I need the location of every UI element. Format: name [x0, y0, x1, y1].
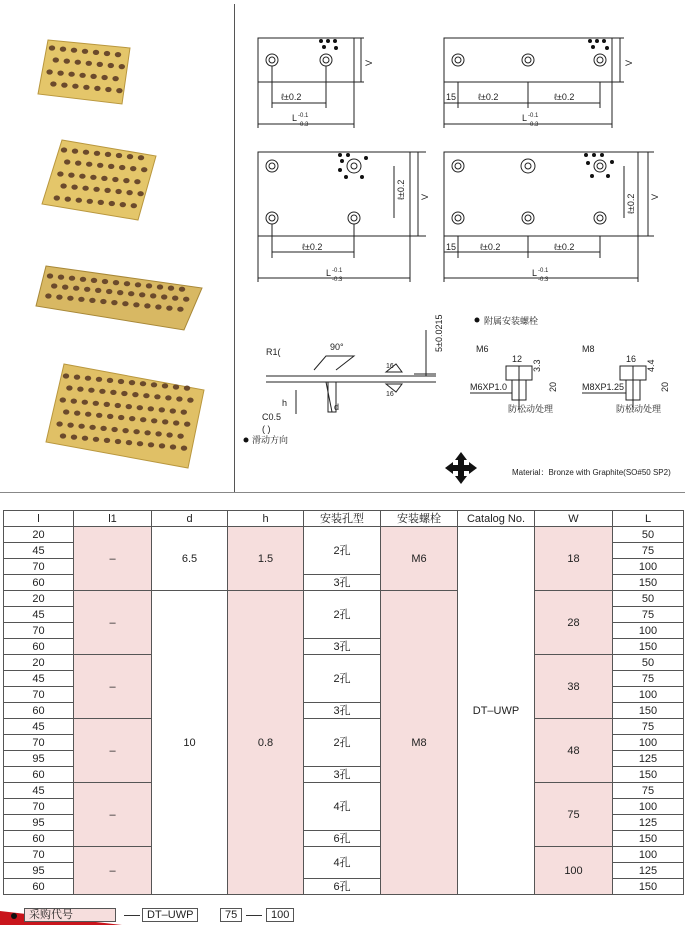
col-w: W — [535, 511, 613, 527]
graphite-plug — [61, 83, 67, 88]
graphite-plug — [69, 276, 75, 281]
graphite-plug — [110, 390, 116, 395]
graphite-plug — [107, 414, 113, 419]
table-row: 60 3孔 150 — [4, 767, 684, 783]
graphite-plug — [63, 409, 69, 414]
graphite-plug — [101, 176, 107, 181]
col-bolt: 安装螺栓 — [381, 511, 458, 527]
graphite-plug — [82, 49, 88, 54]
order-code-bar — [0, 905, 685, 925]
graphite-plug — [90, 74, 96, 79]
svg-text:15: 15 — [446, 242, 457, 252]
svg-text:15: 15 — [446, 92, 457, 102]
table-row: 60 3孔 150 — [4, 639, 684, 655]
graphite-plug — [122, 301, 128, 306]
product-photo-2 — [38, 134, 163, 224]
order-code-l: 100 — [266, 908, 294, 922]
product-photo-4 — [38, 360, 208, 470]
graphite-plug — [138, 155, 144, 160]
graphite-plug — [71, 185, 77, 190]
graphite-plug — [137, 191, 143, 196]
graphite-plug — [64, 59, 70, 64]
graphite-plug — [187, 398, 193, 403]
graphite-plug — [108, 164, 114, 169]
graphite-plug — [57, 171, 63, 176]
graphite-plug — [146, 283, 152, 288]
graphite-plug — [177, 307, 183, 312]
graphite-plug — [75, 161, 81, 166]
graphite-plug — [113, 280, 119, 285]
graphite-plug — [67, 423, 73, 428]
svg-text:3.3: 3.3 — [532, 359, 542, 372]
graphite-plug — [83, 85, 89, 90]
graphite-plug — [60, 183, 66, 188]
detail-angle: 90° — [330, 342, 344, 352]
graphite-plug — [133, 302, 139, 307]
table-row: 45 75 — [4, 607, 684, 623]
graphite-plug — [82, 186, 88, 191]
graphite-plug — [184, 386, 190, 391]
graphite-plug — [100, 299, 106, 304]
graphite-plug — [173, 420, 179, 425]
graphite-plug — [72, 84, 78, 89]
graphite-plug — [78, 424, 84, 429]
graphite-plug — [90, 175, 96, 180]
svg-text:20: 20 — [548, 381, 558, 392]
graphite-plug — [148, 406, 154, 411]
graphite-plug — [112, 76, 118, 81]
graphite-plug — [104, 51, 110, 56]
graphite-plug — [181, 410, 187, 415]
graphite-plug — [74, 411, 80, 416]
graphite-plug — [104, 188, 110, 193]
screw-m6: M6 — [476, 344, 489, 354]
table-row: 70 100 — [4, 735, 684, 751]
graphite-plug — [56, 295, 62, 300]
detail-d: d — [334, 402, 340, 412]
graphite-plug — [155, 431, 161, 436]
detail-5: 5±0.0215 — [434, 314, 444, 352]
slide-direction: 滑动方向 — [252, 435, 289, 445]
svg-text:-0.3: -0.3 — [332, 277, 343, 283]
graphite-plug — [143, 393, 149, 398]
svg-text:V: V — [420, 193, 430, 200]
graphite-plug — [137, 405, 143, 410]
technical-drawing — [236, 0, 685, 492]
col-catalog: Catalog No. — [458, 511, 535, 527]
spec-table — [3, 510, 684, 895]
graphite-plug — [99, 389, 105, 394]
graphite-plug — [129, 416, 135, 421]
graphite-plug — [161, 294, 167, 299]
graphite-plug — [58, 275, 64, 280]
svg-text:-0.3: -0.3 — [538, 277, 549, 283]
graphite-plug — [85, 412, 91, 417]
table-row: 45 75 — [4, 543, 684, 559]
graphite-plug — [71, 399, 77, 404]
graphite-plug — [119, 64, 125, 69]
graphite-plug — [68, 72, 74, 77]
graphite-plug — [78, 297, 84, 302]
table-row: 70 100 — [4, 799, 684, 815]
graphite-plug — [162, 383, 168, 388]
graphite-plug — [57, 71, 63, 76]
graphite-plug — [104, 402, 110, 407]
screw-m6-label: M6XP1.0 — [470, 382, 508, 392]
graphite-plug — [126, 440, 132, 445]
col-l: l — [4, 511, 74, 527]
svg-text:防松动处理: 防松动处理 — [616, 404, 662, 414]
graphite-plug — [64, 159, 70, 164]
table-row: 45 – 2孔 48 75 — [4, 719, 684, 735]
graphite-plug — [95, 288, 101, 293]
graphite-plug — [63, 373, 69, 378]
product-photo-1 — [30, 34, 140, 109]
graphite-plug — [159, 407, 165, 412]
graphite-plug — [106, 289, 112, 294]
table-row: 20 – 6.5 1.5 2孔 M6 DT–UWP 18 50 — [4, 527, 684, 543]
graphite-plug — [173, 384, 179, 389]
svg-text:16: 16 — [386, 363, 394, 370]
graphite-plug — [61, 147, 67, 152]
graphite-plug — [51, 283, 57, 288]
graphite-plug — [118, 379, 124, 384]
graphite-plug — [87, 199, 93, 204]
graphite-plug — [128, 291, 134, 296]
table-row: 60 3孔 150 — [4, 575, 684, 591]
graphite-plug — [76, 198, 82, 203]
graphite-plug — [60, 397, 66, 402]
graphite-plug — [50, 81, 56, 86]
graphite-plug — [49, 45, 55, 50]
table-row: 60 6孔 150 — [4, 879, 684, 895]
graphite-plug — [98, 200, 104, 205]
graphite-plug — [179, 287, 185, 292]
graphite-plug — [127, 154, 133, 159]
graphite-plug — [88, 388, 94, 393]
table-row: 70 – 4孔 100 100 — [4, 847, 684, 863]
graphite-plug — [122, 428, 128, 433]
graphite-plug — [181, 446, 187, 451]
svg-text:ℓ±0.2: ℓ±0.2 — [626, 193, 636, 214]
graphite-plug — [96, 413, 102, 418]
svg-text:16: 16 — [386, 391, 394, 398]
col-h: h — [228, 511, 304, 527]
table-row: 70 100 — [4, 623, 684, 639]
graphite-plug — [93, 187, 99, 192]
graphite-plug — [94, 86, 100, 91]
drawing1-L-label: L — [292, 113, 298, 123]
graphite-plug — [184, 422, 190, 427]
detail-h: h — [282, 398, 288, 408]
graphite-plug — [105, 87, 111, 92]
graphite-plug — [74, 375, 80, 380]
graphite-plug — [117, 290, 123, 295]
graphite-plug — [132, 392, 138, 397]
graphite-plug — [115, 52, 121, 57]
svg-text:-0.1: -0.1 — [528, 113, 539, 119]
svg-text:V: V — [650, 193, 660, 200]
graphite-plug — [97, 62, 103, 67]
graphite-plug — [62, 285, 68, 290]
graphite-plug — [107, 378, 113, 383]
graphite-plug — [115, 439, 121, 444]
svg-text:-0.1: -0.1 — [332, 268, 343, 274]
graphite-plug — [177, 434, 183, 439]
svg-text:ℓ±0.2: ℓ±0.2 — [478, 92, 499, 102]
graphite-plug — [79, 174, 85, 179]
graphite-plug — [115, 189, 121, 194]
col-L: L — [613, 511, 684, 527]
graphite-plug — [83, 150, 89, 155]
svg-text:ℓ±0.2: ℓ±0.2 — [554, 242, 575, 252]
col-hole-type: 安装孔型 — [304, 511, 381, 527]
graphite-plug — [60, 47, 66, 52]
graphite-plug — [159, 443, 165, 448]
order-code-catalog: DT–UWP — [142, 908, 198, 922]
graphite-plug — [120, 202, 126, 207]
graphite-plug — [112, 177, 118, 182]
order-code-w: 75 — [220, 908, 242, 922]
graphite-plug — [166, 306, 172, 311]
graphite-plug — [111, 427, 117, 432]
graphite-plug — [135, 282, 141, 287]
graphite-plug — [134, 179, 140, 184]
graphite-plug — [116, 88, 122, 93]
graphite-plug — [47, 273, 53, 278]
graphite-plug — [109, 201, 115, 206]
graphite-plug — [86, 162, 92, 167]
svg-text:4.4: 4.4 — [646, 359, 656, 372]
graphite-plug — [141, 167, 147, 172]
graphite-plug — [170, 408, 176, 413]
graphite-plug — [126, 190, 132, 195]
graphite-plug — [183, 297, 189, 302]
drawing1-v-label: V — [364, 59, 374, 66]
graphite-plug — [56, 421, 62, 426]
graphite-plug — [118, 415, 124, 420]
drawing1-l-label: ℓ±0.2 — [281, 92, 302, 102]
graphite-plug — [115, 403, 121, 408]
graphite-plug — [104, 438, 110, 443]
table-row: 45 – 4孔 75 75 — [4, 783, 684, 799]
graphite-plug — [85, 376, 91, 381]
svg-text:-0.1: -0.1 — [298, 113, 309, 119]
col-l1: l1 — [74, 511, 152, 527]
graphite-plug — [89, 425, 95, 430]
detail-r: R1( — [266, 347, 281, 357]
graphite-plug — [84, 287, 90, 292]
graphite-plug — [105, 152, 111, 157]
graphite-plug — [151, 382, 157, 387]
divider-line — [234, 4, 235, 492]
table-row: 60 6孔 150 — [4, 831, 684, 847]
graphite-plug — [119, 165, 125, 170]
graphite-plug — [86, 61, 92, 66]
graphite-plug — [144, 303, 150, 308]
graphite-plug — [68, 173, 74, 178]
graphite-plug — [154, 394, 160, 399]
graphite-plug — [79, 73, 85, 78]
graphite-plug — [123, 178, 129, 183]
graphite-plug — [102, 279, 108, 284]
table-row: 60 3孔 150 — [4, 703, 684, 719]
graphite-plug — [144, 430, 150, 435]
order-code-label: 采购代号 — [24, 908, 116, 922]
graphite-plug — [126, 404, 132, 409]
svg-text:L: L — [522, 113, 528, 123]
graphite-plug — [124, 281, 130, 286]
screw-m8-label: M8XP1.25 — [582, 382, 625, 392]
svg-text:V: V — [624, 59, 634, 66]
table-row: 20 – 10 0.8 2孔 M8 28 50 — [4, 591, 684, 607]
graphite-plug — [121, 391, 127, 396]
section-divider — [0, 492, 685, 493]
graphite-plug — [66, 385, 72, 390]
table-header-row — [4, 511, 684, 527]
graphite-plug — [82, 436, 88, 441]
graphite-plug — [45, 293, 51, 298]
graphite-plug — [89, 298, 95, 303]
graphite-plug — [129, 380, 135, 385]
graphite-plug — [46, 69, 52, 74]
svg-text:ℓ±0.2: ℓ±0.2 — [302, 242, 323, 252]
svg-text:ℓ±0.2: ℓ±0.2 — [396, 179, 406, 200]
graphite-plug — [77, 387, 83, 392]
svg-text:L: L — [326, 268, 332, 278]
material-note: Material：Bronze with Graphite(SO#50 SP2) — [512, 468, 671, 477]
graphite-plug — [101, 75, 107, 80]
graphite-plug — [93, 50, 99, 55]
screw-title: 附属安装螺栓 — [484, 316, 539, 326]
table-row: 45 75 — [4, 671, 684, 687]
svg-text:12: 12 — [512, 354, 523, 364]
graphite-plug — [148, 442, 154, 447]
svg-text:L: L — [532, 268, 538, 278]
graphite-plug — [82, 400, 88, 405]
screw-m8: M8 — [582, 344, 595, 354]
graphite-plug — [133, 429, 139, 434]
table-row: 95 125 — [4, 751, 684, 767]
svg-text:16: 16 — [626, 354, 637, 364]
graphite-plug — [111, 300, 117, 305]
graphite-plug — [172, 296, 178, 301]
svg-text:-0.3: -0.3 — [528, 122, 539, 128]
table-row: 70 100 — [4, 687, 684, 703]
graphite-plug — [166, 432, 172, 437]
graphite-plug — [94, 151, 100, 156]
table-row: 20 – 2孔 38 50 — [4, 655, 684, 671]
graphite-plug — [73, 286, 79, 291]
svg-text:20: 20 — [660, 381, 670, 392]
graphite-plug — [108, 63, 114, 68]
graphite-plug — [93, 437, 99, 442]
graphite-plug — [150, 293, 156, 298]
graphite-plug — [97, 163, 103, 168]
graphite-plug — [65, 197, 71, 202]
graphite-plug — [96, 377, 102, 382]
svg-text:-0.1: -0.1 — [538, 268, 549, 274]
graphite-plug — [80, 277, 86, 282]
table-row: 95 125 — [4, 815, 684, 831]
graphite-plug — [71, 48, 77, 53]
graphite-plug — [54, 195, 60, 200]
svg-text:ℓ±0.2: ℓ±0.2 — [554, 92, 575, 102]
graphite-plug — [91, 278, 97, 283]
graphite-plug — [139, 292, 145, 297]
table-row: 70 100 — [4, 559, 684, 575]
svg-text:防松动处理: 防松动处理 — [508, 404, 554, 414]
graphite-plug — [75, 60, 81, 65]
graphite-plug — [157, 284, 163, 289]
graphite-plug — [140, 417, 146, 422]
graphite-plug — [100, 426, 106, 431]
graphite-plug — [67, 296, 73, 301]
graphite-plug — [155, 304, 161, 309]
graphite-plug — [93, 401, 99, 406]
product-photo-3 — [34, 258, 204, 333]
graphite-plug — [131, 203, 137, 208]
graphite-plug — [72, 149, 78, 154]
graphite-plug — [151, 418, 157, 423]
graphite-plug — [116, 153, 122, 158]
table-row: 95 125 — [4, 863, 684, 879]
graphite-plug — [170, 444, 176, 449]
graphite-plug — [165, 395, 171, 400]
svg-text:-0.3: -0.3 — [298, 122, 309, 128]
graphite-plug — [71, 435, 77, 440]
svg-text:ℓ±0.2: ℓ±0.2 — [480, 242, 501, 252]
graphite-plug — [140, 381, 146, 386]
graphite-plug — [176, 396, 182, 401]
graphite-plug — [53, 57, 59, 62]
col-d: d — [152, 511, 228, 527]
graphite-plug — [130, 166, 136, 171]
graphite-plug — [60, 433, 66, 438]
graphite-plug — [162, 419, 168, 424]
graphite-plug — [168, 286, 174, 291]
svg-text:( ): ( ) — [262, 424, 271, 434]
graphite-plug — [137, 441, 143, 446]
detail-c: C0.5 — [262, 412, 282, 422]
